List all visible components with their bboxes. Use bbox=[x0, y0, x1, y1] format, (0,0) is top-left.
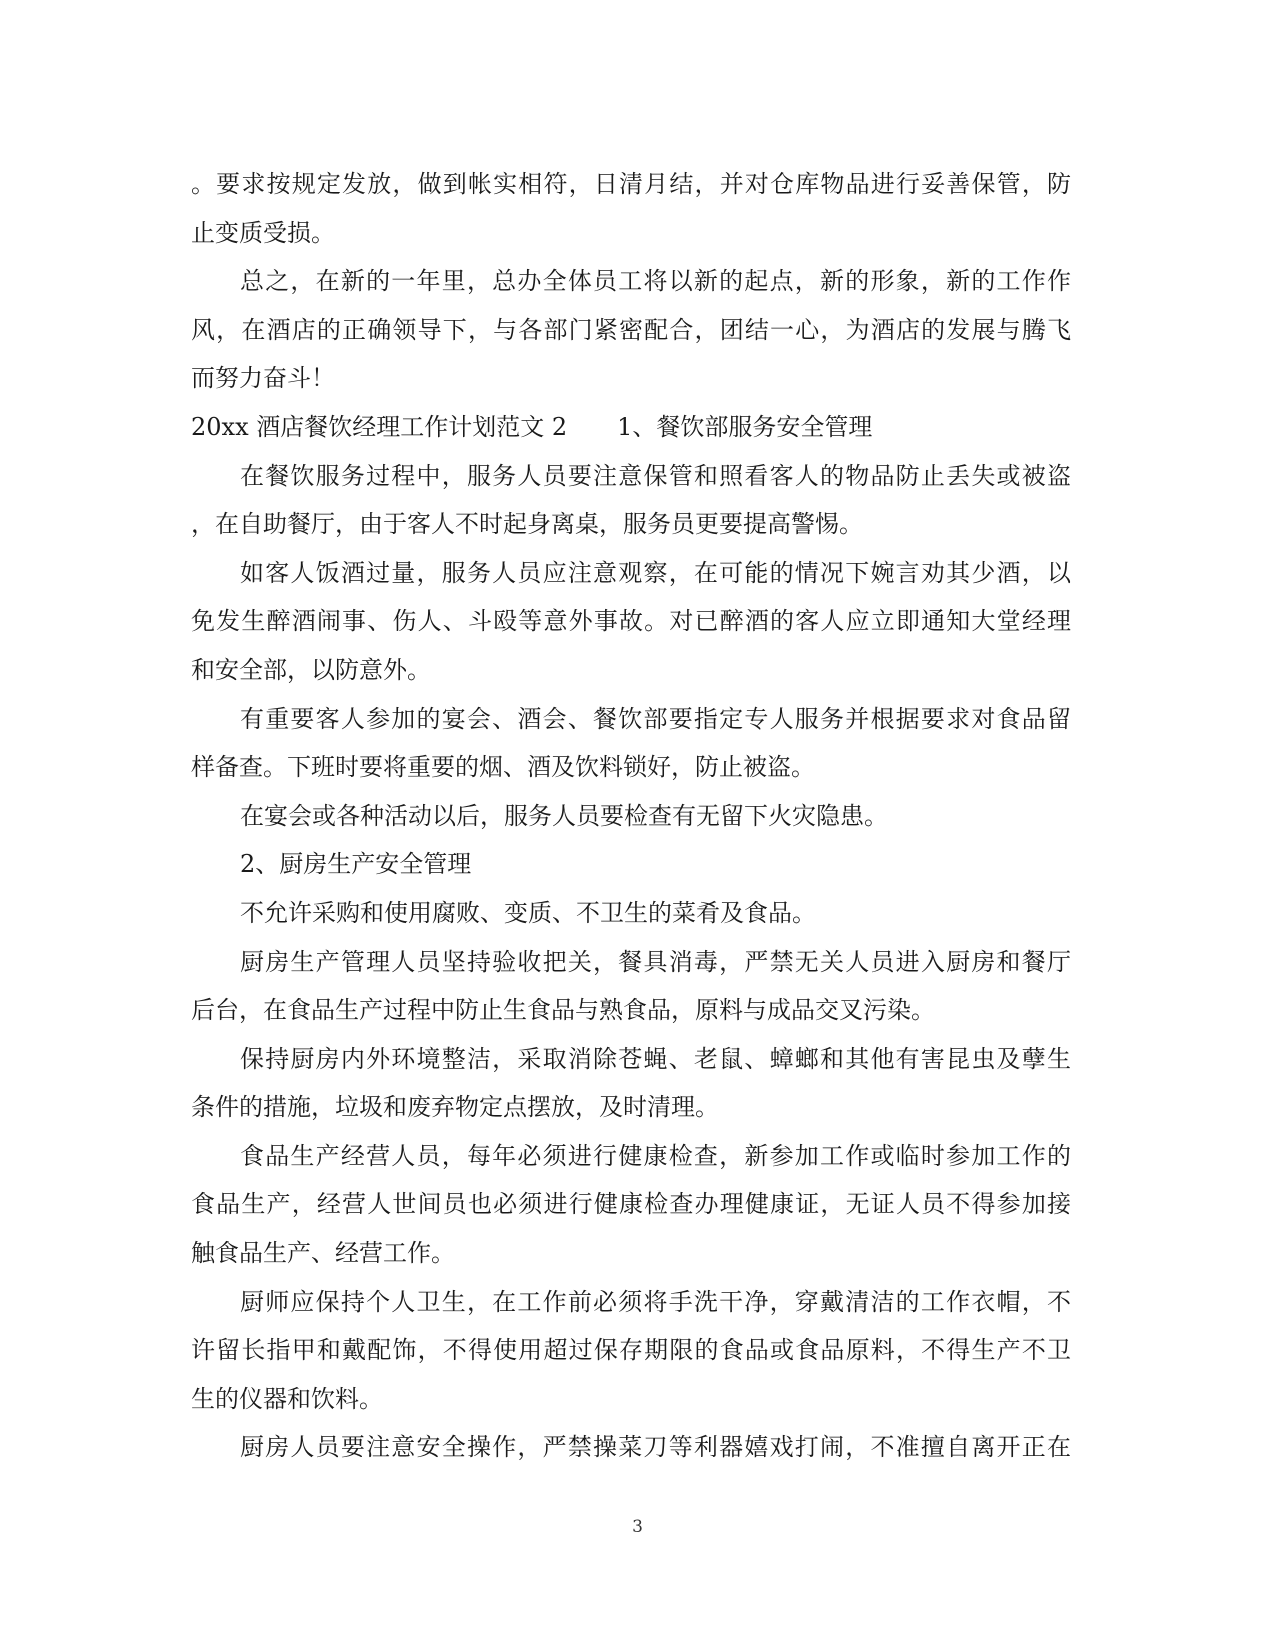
text-line: 有重要客人参加的宴会、酒会、餐饮部要指定专人服务并根据要求对食品留 bbox=[240, 704, 1071, 733]
text-line: 免发生醉酒闹事、伤人、斗殴等意外事故。对已醉酒的客人应立即通知大堂经理 bbox=[191, 607, 1071, 636]
document-heading: 20xx 酒店餐饮经理工作计划范文 2 bbox=[191, 412, 568, 441]
text-line: 如客人饭酒过量，服务人员应注意观察，在可能的情况下婉言劝其少酒，以 bbox=[240, 558, 1071, 587]
section-subheading: 1、餐饮部服务安全管理 bbox=[617, 412, 873, 441]
text-line: 生的仪器和饮料。 bbox=[191, 1384, 383, 1413]
text-line: 食品生产，经营人世间员也必须进行健康检查办理健康证，无证人员不得参加接 bbox=[191, 1190, 1071, 1219]
paragraph-block-intro bbox=[191, 160, 1071, 403]
text-line: 许留长指甲和戴配饰，不得使用超过保存期限的食品或食品原料，不得生产不卫 bbox=[191, 1336, 1071, 1365]
text-line: 后台，在食品生产过程中防止生食品与熟食品，原料与成品交叉污染。 bbox=[191, 996, 935, 1025]
text-line: 风，在酒店的正确领导下，与各部门紧密配合，团结一心，为酒店的发展与腾飞 bbox=[191, 315, 1071, 344]
page-number: 3 bbox=[632, 1517, 643, 1537]
text-line: 止变质受损。 bbox=[191, 218, 335, 247]
text-line: 和安全部，以防意外。 bbox=[191, 655, 431, 684]
text-line: 2、厨房生产安全管理 bbox=[240, 850, 472, 879]
text-line: 触食品生产、经营工作。 bbox=[191, 1239, 455, 1268]
text-line: 不允许采购和使用腐败、变质、不卫生的菜肴及食品。 bbox=[240, 898, 816, 927]
text-line: 厨房人员要注意安全操作，严禁操菜刀等利器嬉戏打闹，不准擅自离开正在 bbox=[240, 1433, 1071, 1462]
text-line: 在宴会或各种活动以后，服务人员要检查有无留下火灾隐患。 bbox=[240, 801, 888, 830]
text-line: 总之，在新的一年里，总办全体员工将以新的起点，新的形象，新的工作作 bbox=[240, 267, 1071, 296]
text-line: 保持厨房内外环境整洁，采取消除苍蝇、老鼠、蟑螂和其他有害昆虫及孽生 bbox=[240, 1044, 1071, 1073]
text-line: 样备查。下班时要将重要的烟、酒及饮料锁好，防止被盗。 bbox=[191, 753, 815, 782]
text-line: 厨师应保持个人卫生，在工作前必须将手洗干净，穿戴清洁的工作衣帽，不 bbox=[240, 1287, 1071, 1316]
document-body bbox=[191, 160, 1071, 1472]
text-line: 。要求按规定发放，做到帐实相符，日清月结，并对仓库物品进行妥善保管，防 bbox=[191, 170, 1071, 198]
text-line: 厨房生产管理人员坚持验收把关，餐具消毒，严禁无关人员进入厨房和餐厅 bbox=[240, 947, 1071, 976]
text-line: 食品生产经营人员，每年必须进行健康检查，新参加工作或临时参加工作的 bbox=[240, 1141, 1071, 1170]
text-line: 在餐饮服务过程中，服务人员要注意保管和照看客人的物品防止丢失或被盗 bbox=[240, 461, 1071, 490]
paragraph-block-main bbox=[191, 452, 1071, 1472]
text-line: 条件的措施，垃圾和废弃物定点摆放，及时清理。 bbox=[191, 1093, 719, 1122]
section-heading bbox=[191, 403, 1071, 452]
text-line: 而努力奋斗！ bbox=[191, 364, 335, 393]
text-line: ，在自助餐厅，由于客人不时起身离桌，服务员更要提高警惕。 bbox=[191, 510, 863, 539]
